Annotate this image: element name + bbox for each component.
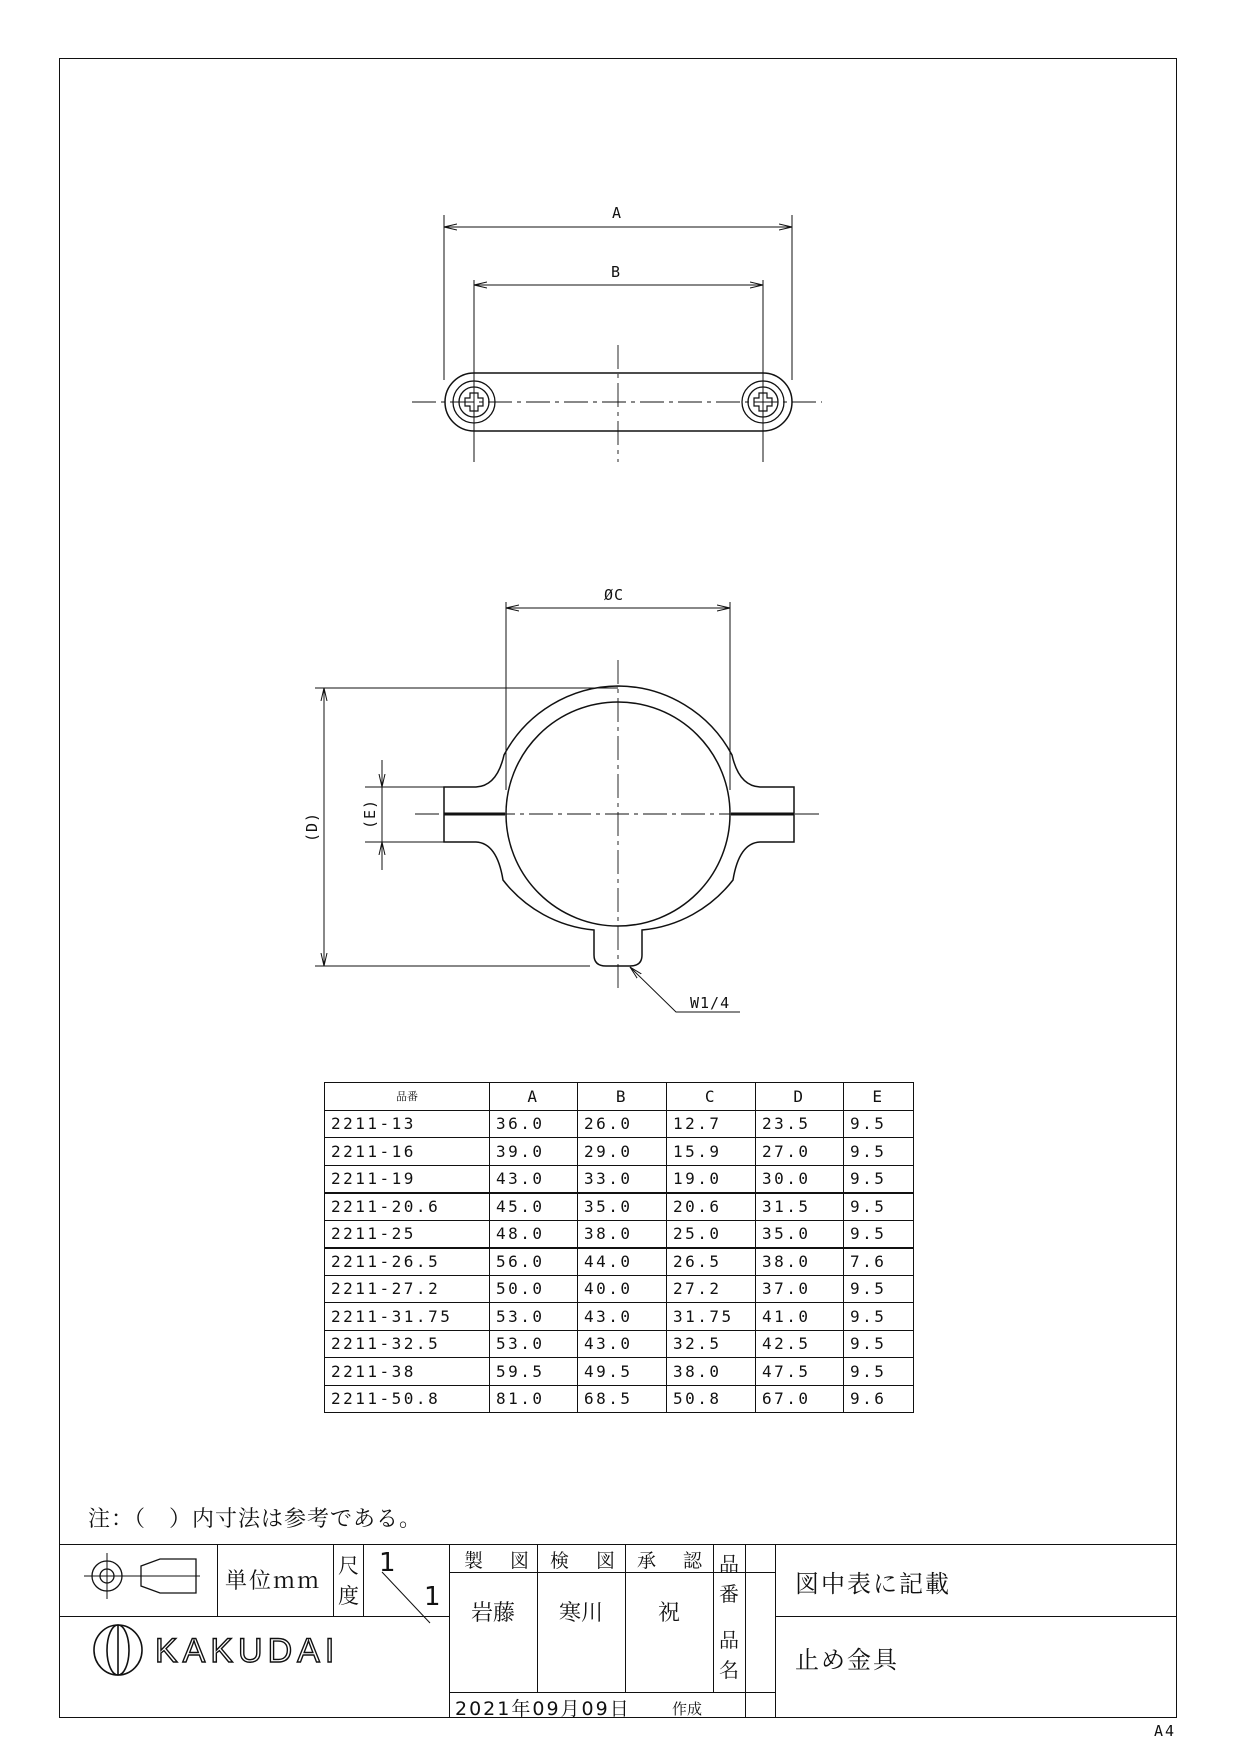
front-view bbox=[315, 602, 822, 1012]
scale-denominator: 1 bbox=[424, 1582, 441, 1612]
checked-label: 検 図 bbox=[550, 1550, 620, 1572]
drawing-date: 2021年09月09日 bbox=[455, 1698, 631, 1720]
dimension-a-label: A bbox=[612, 204, 623, 222]
reference-note: 注：（ ）内寸法は参考である。 bbox=[88, 1507, 423, 1532]
table-row: 2211-19 43.0 33.0 19.0 30.0 9.5 bbox=[325, 1165, 914, 1193]
part-no-label-top: 品 bbox=[719, 1552, 739, 1576]
drawn-by: 岩藤 bbox=[471, 1601, 516, 1626]
table-row: 2211-32.5 53.0 43.0 32.5 42.5 9.5 bbox=[325, 1330, 914, 1358]
table-row: 2211-50.8 81.0 68.5 50.8 67.0 9.6 bbox=[325, 1385, 914, 1413]
header-part-no: 品番 bbox=[325, 1083, 490, 1111]
part-no-value: 図中表に記載 bbox=[795, 1570, 951, 1598]
table-row: 2211-16 39.0 29.0 15.9 27.0 9.5 bbox=[325, 1138, 914, 1166]
table-row: 2211-13 36.0 26.0 12.7 23.5 9.5 bbox=[325, 1110, 914, 1138]
part-no-label-bottom: 番 bbox=[719, 1582, 739, 1606]
sheet-size: A4 bbox=[1153, 1722, 1176, 1740]
thread-label: W1/4 bbox=[690, 994, 731, 1012]
part-name-value: 止め金具 bbox=[795, 1646, 899, 1674]
header-b: B bbox=[578, 1083, 667, 1111]
table-header-row bbox=[325, 1083, 914, 1111]
approved-by: 祝 bbox=[658, 1601, 681, 1626]
dimension-d-label: (D) bbox=[303, 811, 322, 843]
header-e: E bbox=[844, 1083, 914, 1111]
title-block bbox=[59, 1544, 1177, 1718]
checked-by: 寒川 bbox=[559, 1601, 604, 1626]
scale-label-top: 尺 bbox=[338, 1554, 359, 1578]
table-row: 2211-26.5 56.0 44.0 26.5 38.0 7.6 bbox=[325, 1248, 914, 1276]
spec-table bbox=[324, 1082, 914, 1413]
scale-label-bottom: 度 bbox=[338, 1584, 359, 1608]
table-row: 2211-38 59.5 49.5 38.0 47.5 9.5 bbox=[325, 1358, 914, 1386]
dimension-e-label: (E) bbox=[361, 798, 380, 830]
table-row: 2211-31.75 53.0 43.0 31.75 41.0 9.5 bbox=[325, 1303, 914, 1331]
part-name-label-bottom: 名 bbox=[719, 1658, 739, 1682]
header-c: C bbox=[667, 1083, 756, 1111]
company-name: KAKUDAI bbox=[155, 1632, 340, 1670]
date-suffix: 作成 bbox=[672, 1700, 703, 1718]
table-row: 2211-25 48.0 38.0 25.0 35.0 9.5 bbox=[325, 1220, 914, 1248]
approved-label: 承 認 bbox=[637, 1550, 707, 1572]
top-view bbox=[412, 215, 822, 462]
header-a: A bbox=[490, 1083, 578, 1111]
dimension-b-label: B bbox=[611, 263, 622, 281]
header-d: D bbox=[756, 1083, 844, 1111]
table-row: 2211-27.2 50.0 40.0 27.2 37.0 9.5 bbox=[325, 1275, 914, 1303]
scale-numerator: 1 bbox=[379, 1548, 396, 1578]
part-name-label-top: 品 bbox=[719, 1628, 739, 1652]
table-row: 2211-20.6 45.0 35.0 20.6 31.5 9.5 bbox=[325, 1193, 914, 1221]
unit-label: 単位ｍｍ bbox=[225, 1569, 322, 1594]
dimension-c-label: ØC bbox=[604, 586, 625, 604]
drawn-label: 製 図 bbox=[464, 1550, 534, 1572]
